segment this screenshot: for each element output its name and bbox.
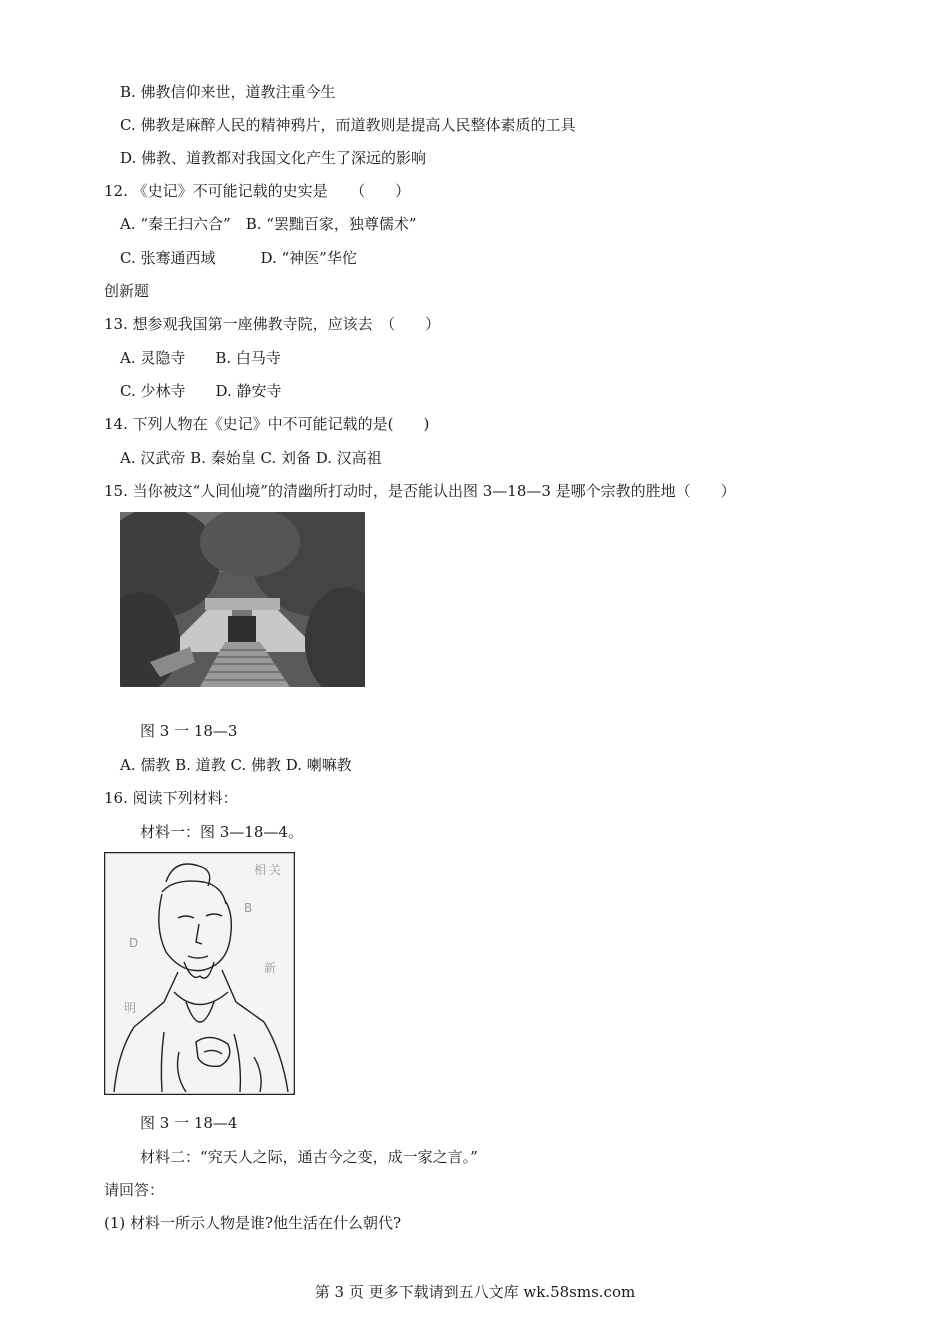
- svg-text:相: 相: [254, 863, 267, 877]
- please-answer-label: 请回答：: [104, 1181, 165, 1199]
- q12-options-ab: A. “秦王扫六合” B. “罢黜百家，独尊儒术”: [120, 215, 417, 233]
- q13-options-cd: C. 少林寺 D. 静安寺: [120, 382, 282, 400]
- option-d-line: D. 佛教、道教都对我国文化产生了深远的影响: [120, 149, 427, 167]
- section-heading-innovation: 创新题: [104, 282, 150, 300]
- option-c-line: C. 佛教是麻醉人民的精神鸦片，而道教则是提高人民整体素质的工具: [120, 116, 576, 134]
- scholar-portrait-drawing: [104, 852, 295, 1095]
- material-two-quote: 材料二：“究天人之际，通古今之变，成一家之言。”: [140, 1148, 478, 1166]
- q14-options: A. 汉武帝 B. 秦始皇 C. 刘备 D. 汉高祖: [120, 449, 382, 467]
- svg-text:明: 明: [124, 1001, 137, 1015]
- figure-caption-3-18-3: 图 3 一 18—3: [140, 722, 238, 740]
- question-15: 15. 当你被这“人间仙境”的清幽所打动时，是否能认出图 3—18—3 是哪个宗教的胜地（ ）: [104, 482, 736, 500]
- svg-text:D: D: [129, 936, 139, 950]
- figure-caption-3-18-4: 图 3 一 18—4: [140, 1114, 238, 1132]
- q12-options-cd: C. 张骞通西域 D. “神医”华佗: [120, 249, 357, 267]
- page-footer: 第 3 页 更多下载请到五八文库 wk.58sms.com: [314, 1283, 636, 1301]
- svg-text:新: 新: [264, 961, 277, 975]
- svg-text:关: 关: [269, 863, 282, 877]
- question-12: 12. 《史记》不可能记载的史实是 （ ）: [104, 182, 411, 200]
- question-14: 14. 下列人物在《史记》中不可能记载的是( ): [104, 415, 430, 433]
- option-b-line: B. 佛教信仰来世，道教注重今生: [120, 83, 336, 101]
- svg-text:B: B: [244, 901, 253, 915]
- material-one-label: 材料一：图 3—18—4。: [140, 823, 303, 841]
- question-13: 13. 想参观我国第一座佛教寺院，应该去 （ ）: [104, 315, 441, 333]
- sub-question-1: (1) 材料一所示人物是谁?他生活在什么朝代?: [104, 1214, 402, 1232]
- temple-gate-photo: [120, 512, 365, 687]
- q15-options: A. 儒教 B. 道教 C. 佛教 D. 喇嘛教: [120, 756, 352, 774]
- q13-options-ab: A. 灵隐寺 B. 白马寺: [120, 349, 281, 367]
- question-16: 16. 阅读下列材料：: [104, 789, 238, 807]
